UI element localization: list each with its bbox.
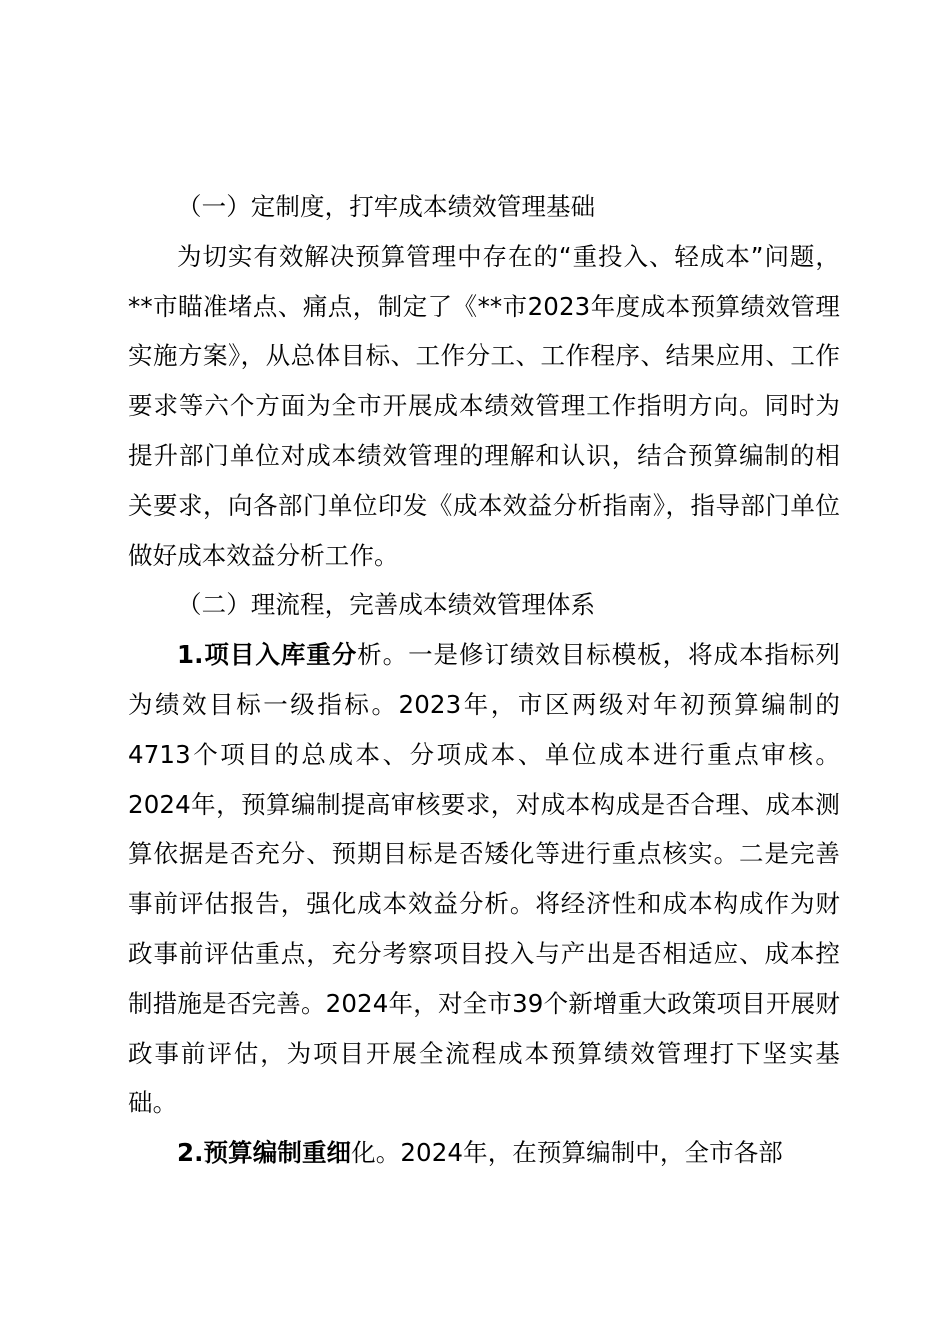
section-heading-2: （二）理流程，完善成本绩效管理体系 [177, 590, 596, 620]
item-paragraph-1 [128, 630, 840, 1128]
item-title-2: 2.预算编制重细 [177, 1138, 352, 1168]
item-title-1: 1.项目入库重分 [177, 640, 358, 670]
section-heading-1: （一）定制度，打牢成本绩效管理基础 [177, 192, 596, 221]
document-body [128, 182, 840, 1178]
section-paragraph-1: 为切实有效解决预算管理中存在的“重投入、轻成本”问题，**市瞄准堵点、痛点，制定了《**市2023年度成本预算绩效管理实施方案》，从总体目标、工作分工、工作程序、结果应用、工作要求等六个方面为全市开展成本绩效管理工作指明方向。同时为提升部门单位对成本绩效管理的理解和认识，结合预算编制的相关要求，向各部门单位印发《成本效益分析指南》，指导部门单位做好成本效益分析工作。 [128, 241, 840, 570]
item-body-1: 析。一是修订绩效目标模板，将成本指标列为绩效目标一级指标。2023年，市区两级对年初预算编制的4713个项目的总成本、分项成本、单位成本进行重点审核。2024年，预算编制提高审核要求，对成本构成是否合理、成本测算依据是否充分、预期目标是否矮化等进行重点核实。二是完善事前评估报告，强化成本效益分析。将经济性和成本构成作为财政事前评估重点，充分考察项目投入与产出是否相适应、成本控制措施是否完善。2024年，对全市39个新增重大政策项目开展财政事前评估，为项目开展全流程成本预算绩效管理打下坚实基础。 [128, 640, 840, 1118]
item-paragraph-2 [128, 1128, 840, 1178]
item-body-2: 化。2024年，在预算编制中，全市各部 [351, 1138, 783, 1168]
